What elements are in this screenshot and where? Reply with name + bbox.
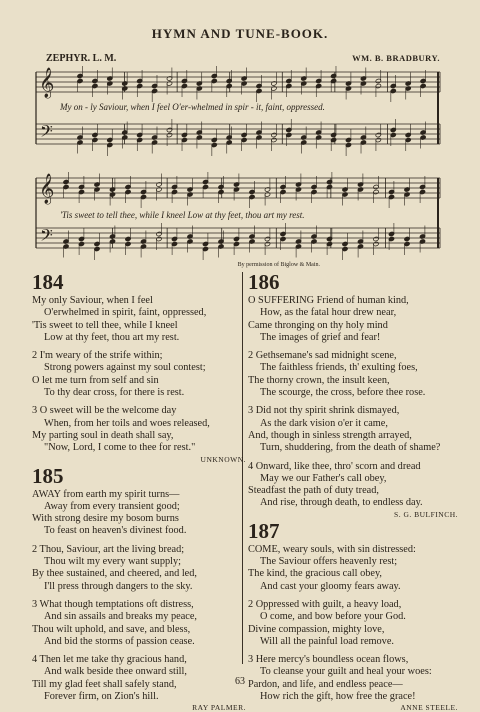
verse-line: The Saviour offers heavenly rest; (260, 556, 398, 568)
verse-line: 'Tis sweet to tell thee, while I kneel (32, 319, 178, 331)
verse-line: COME, weary souls, with sin distressed: (248, 543, 416, 555)
verse-line: Steadfast the path of duty tread, (248, 485, 379, 497)
verse-line: How, as the fatal hour drew near, (260, 307, 397, 319)
verse-line: By thee sustained, and cheered, and led, (32, 568, 197, 580)
verse-line: Low at thy feet, thou art my rest. (44, 331, 180, 343)
hymn-number: 184 (32, 270, 64, 294)
hymn-186-stanza-2 (248, 350, 458, 399)
verse-line: Turn, shuddering, from the death of shame? (260, 442, 441, 454)
svg-text:𝄢: 𝄢 (40, 225, 53, 249)
verse-line: 3 Here mercy's boundless ocean flows, (248, 654, 409, 666)
svg-text:𝄞: 𝄞 (39, 68, 55, 98)
verse-line: To feast on heaven's divinest food. (44, 525, 187, 537)
verse-line: Thou wilt uphold, and save, and bless, (32, 623, 191, 635)
verse-line: As the dark vision o'er it came, (260, 417, 388, 429)
tune-name: ZEPHYR. L. M. (46, 53, 117, 64)
verse-line: 3 Did not thy spirit shrink dismayed, (248, 405, 400, 417)
verse-line: O let me turn from self and sin (32, 374, 159, 386)
running-header: HYMN AND TUNE-BOOK. (151, 26, 329, 41)
hymn-185-stanza-2 (32, 544, 246, 593)
svg-text:𝄞: 𝄞 (39, 174, 55, 204)
verse-line: Strong powers against my soul contest; (44, 362, 206, 374)
hymn-number: 186 (248, 270, 280, 294)
page-number: 63 (235, 676, 245, 687)
verse-line: O SUFFERING Friend of human kind, (248, 295, 409, 306)
permission-note: By permission of Biglow & Main. (237, 262, 320, 268)
verse-line: 4 Onward, like thee, thro' scorn and dread (248, 460, 421, 472)
verse-line: The scourge, the cross, before thee rose. (260, 387, 426, 399)
right-column (248, 270, 458, 712)
verse-line: O'erwhelmed in spirit, faint, oppressed, (44, 307, 207, 319)
verse-line: My only Saviour, when I feel (32, 295, 153, 306)
svg-text:𝄢: 𝄢 (40, 121, 53, 145)
tune-lyric-line-1: My on - ly Saviour, when I feel O'er-whelmed in spir - it, faint, oppressed. (60, 102, 325, 112)
verse-line: To thy dear cross, for there is rest. (44, 387, 185, 399)
verse-line: How rich the gift, how free the grace! (260, 691, 416, 703)
hymn-author: ANNE STEELE. (400, 703, 458, 712)
verse-line: My parting soul in death shall say, (32, 429, 174, 441)
clef-icons (39, 67, 54, 145)
verse-line: The thorny crown, the insult keen, (248, 374, 390, 386)
verse-line: Thou wilt my every want supply; (44, 556, 181, 568)
hymn-184-stanza-1 (32, 295, 246, 344)
hymn-author: S. G. BULFINCH. (394, 509, 458, 519)
clef-icons (39, 173, 54, 249)
hymn-186-stanza-3 (248, 405, 458, 454)
hymn-186-stanza-1 (248, 295, 458, 344)
verse-line: Will all the painful load remove. (260, 635, 394, 647)
verse-line: The kind, the gracious call obey, (248, 568, 383, 580)
verse-line: I'll press through dangers to the sky. (44, 580, 193, 592)
left-column (32, 270, 246, 712)
verse-line: "Now, Lord, I come to thee for rest." (44, 442, 196, 454)
verse-line: AWAY from earth my spirit turns— (32, 488, 180, 500)
verse-line: The images of grief and fear! (260, 331, 381, 343)
verse-line: 2 I'm weary of the strife within; (32, 350, 163, 362)
verse-line: And walk beside thee onward still, (44, 666, 187, 678)
hymn-author: UNKNOWN. (200, 454, 246, 464)
verse-line: Pardon, and life, and endless peace— (248, 678, 403, 690)
music-system-1 (28, 66, 448, 162)
verse-line: And rise, through death, to endless day. (260, 497, 423, 509)
verse-line: Came thronging on thy holy mind (248, 319, 388, 331)
verse-line: And cast your gloomy fears away. (260, 580, 401, 592)
verse-line: When, from her toils and woes released, (44, 417, 210, 429)
composer-credit: WM. B. BRADBURY. (352, 53, 440, 63)
verse-line: 3 O sweet will be the welcome day (32, 405, 177, 417)
verse-line: 2 Oppressed with guilt, a heavy load, (248, 598, 402, 610)
verse-line: O come, and bow before your God. (260, 611, 406, 623)
verse-line: 2 Gethsemane's sad midnight scene, (248, 350, 397, 362)
verse-line: With strong desire my bosom burns (32, 513, 179, 525)
hymn-number: 187 (248, 518, 280, 543)
hymn-187-stanza-2 (248, 599, 458, 648)
hymn-185-stanza-3 (32, 599, 246, 648)
verse-line: 4 Then let me take thy gracious hand, (32, 654, 187, 666)
verse-line: Till my glad feet shall safely stand, (32, 678, 177, 690)
verse-line: 3 What though temptations oft distress, (32, 598, 194, 610)
verse-line: And, though in sinless strength arrayed, (248, 429, 412, 441)
hymn-187-stanza-1 (248, 544, 458, 593)
hymn-184-stanza-2 (32, 350, 246, 399)
hymn-author: RAY PALMER. (192, 703, 246, 712)
verse-line: And sin assails and breaks my peace, (44, 611, 197, 623)
verse-line: Forever firm, on Zion's hill. (44, 691, 159, 703)
hymn-184-stanza-3 (32, 405, 246, 454)
hymn-number: 185 (32, 463, 64, 488)
verse-line: To cleanse your guilt and heal your woes: (260, 666, 432, 678)
verse-line: Divine compassion, mighty love, (248, 623, 385, 635)
hymn-186-stanza-4 (248, 461, 458, 510)
verse-line: The faithless friends, th' exulting foes, (260, 362, 418, 374)
verse-line: Away from every transient good; (44, 500, 180, 512)
verse-line: And bid the storms of passion cease. (44, 635, 195, 647)
verse-line: May we our Father's call obey, (260, 472, 387, 484)
verse-line: 2 Thou, Saviour, art the living bread; (32, 543, 185, 555)
hymn-185-stanza-1 (32, 489, 246, 538)
tune-lyric-line-2: 'Tis sweet to tell thee, while I kneel Low at thy feet, thou art my rest. (60, 210, 305, 220)
